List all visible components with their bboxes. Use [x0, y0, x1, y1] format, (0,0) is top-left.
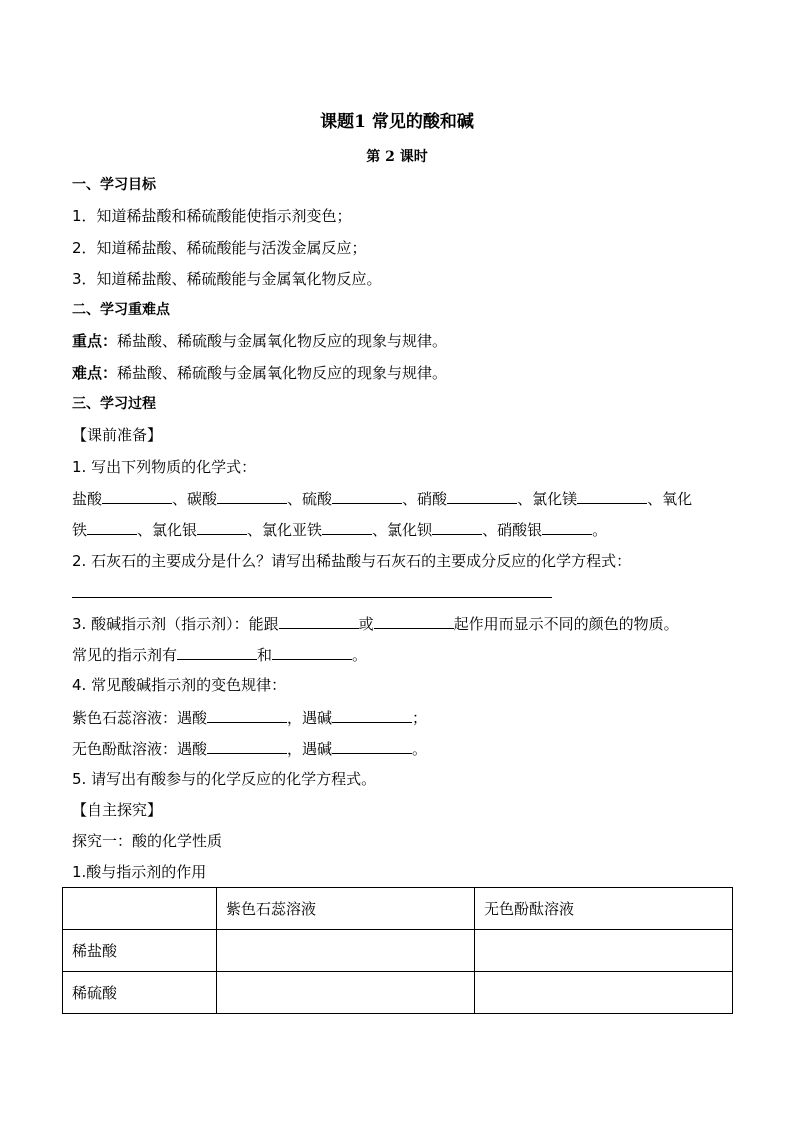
answer-blank[interactable] — [197, 519, 247, 535]
table-header-row — [63, 888, 733, 930]
answer-blank[interactable] — [272, 644, 352, 660]
formula-label: 、氯化亚铁 — [247, 521, 323, 539]
difficult-point-label: 难点： — [72, 364, 118, 382]
table-answer-cell[interactable] — [475, 930, 733, 972]
goal-item: 2．知道稀盐酸、稀硫酸能与活泼金属反应； — [72, 239, 367, 257]
answer-blank[interactable] — [207, 707, 287, 723]
page-title: 课题1 常见的酸和碱 — [320, 112, 474, 132]
answer-blank[interactable] — [332, 488, 402, 504]
table-header-cell — [63, 888, 217, 930]
answer-blank[interactable] — [177, 644, 257, 660]
answer-blank[interactable] — [374, 613, 454, 629]
question-3-text: 或 — [358, 615, 374, 633]
key-point-label: 重点： — [72, 332, 118, 350]
formula-label: 、硝酸银 — [482, 521, 543, 539]
question-3-text: 3. 酸碱指示剂（指示剂）：能跟 — [72, 615, 279, 633]
table-answer-cell[interactable] — [217, 930, 475, 972]
goal-item: 3．知道稀盐酸、稀硫酸能与金属氧化物反应。 — [72, 270, 382, 288]
rule-text: ，遇碱 — [287, 709, 333, 727]
explore-heading: 【自主探究】 — [72, 801, 163, 819]
key-point-text: 稀盐酸、稀硫酸与金属氧化物反应的现象与规律。 — [117, 332, 448, 350]
litmus-rule — [72, 707, 427, 728]
question-3-text: 和 — [257, 646, 273, 664]
indicator-table — [62, 887, 733, 1014]
question-3-text: 。 — [352, 646, 368, 664]
formula-fill-line-2 — [72, 519, 607, 540]
key-point — [72, 331, 447, 351]
formula-fill-line-1 — [72, 488, 692, 509]
goal-item: 1．知道稀盐酸和稀硫酸能使指示剂变色； — [72, 207, 352, 225]
table-row — [63, 972, 733, 1014]
difficult-point — [72, 363, 447, 383]
answer-blank[interactable] — [447, 488, 517, 504]
rule-text: ，遇碱 — [287, 740, 333, 758]
question-2: 2. 石灰石的主要成分是什么？请写出稀盐酸与石灰石的主要成分反应的化学方程式： — [72, 552, 632, 570]
question-5: 5. 请写出有酸参与的化学反应的化学方程式。 — [72, 770, 377, 788]
question-1: 1. 写出下列物质的化学式： — [72, 458, 257, 476]
formula-label: 、碳酸 — [172, 490, 218, 508]
answer-blank[interactable] — [577, 488, 647, 504]
question-4: 4. 常见酸碱指示剂的变色规律： — [72, 676, 287, 694]
phenolphthalein-rule — [72, 738, 427, 759]
answer-blank[interactable] — [332, 707, 412, 723]
answer-line[interactable] — [72, 597, 552, 598]
answer-blank[interactable] — [87, 519, 137, 535]
formula-label: 、氧化 — [647, 490, 693, 508]
table-row-label: 稀硫酸 — [63, 972, 217, 1014]
section-heading-key-points: 二、学习重难点 — [72, 302, 170, 318]
answer-blank[interactable] — [207, 738, 287, 754]
table-row — [63, 930, 733, 972]
table-answer-cell[interactable] — [475, 972, 733, 1014]
table-header-cell: 紫色石蕊溶液 — [217, 888, 475, 930]
page-subtitle: 第 2 课时 — [366, 149, 428, 165]
formula-label: 盐酸 — [72, 490, 103, 508]
question-3 — [72, 613, 679, 634]
question-3-text: 常见的指示剂有 — [72, 646, 178, 664]
rule-text: 紫色石蕊溶液：遇酸 — [72, 709, 208, 727]
question-3-cont — [72, 644, 367, 665]
answer-blank[interactable] — [432, 519, 482, 535]
answer-blank[interactable] — [332, 738, 412, 754]
rule-text: ； — [412, 709, 428, 727]
explore-1-title: 探究一：酸的化学性质 — [72, 832, 223, 850]
answer-blank[interactable] — [217, 488, 287, 504]
formula-label: 。 — [592, 521, 608, 539]
table-header-cell: 无色酚酞溶液 — [475, 888, 733, 930]
formula-label: 、硫酸 — [287, 490, 333, 508]
table-answer-cell[interactable] — [217, 972, 475, 1014]
rule-text: 无色酚酞溶液：遇酸 — [72, 740, 208, 758]
section-heading-goals: 一、学习目标 — [72, 177, 156, 193]
formula-label: 、硝酸 — [402, 490, 448, 508]
formula-label: 、氯化镁 — [517, 490, 578, 508]
answer-blank[interactable] — [322, 519, 372, 535]
prep-heading: 【课前准备】 — [72, 426, 163, 444]
table-row-label: 稀盐酸 — [63, 930, 217, 972]
difficult-point-text: 稀盐酸、稀硫酸与金属氧化物反应的现象与规律。 — [117, 364, 448, 382]
question-3-text: 起作用而显示不同的颜色的物质。 — [453, 615, 679, 633]
answer-blank[interactable] — [102, 488, 172, 504]
formula-label: 铁 — [72, 521, 88, 539]
answer-blank[interactable] — [542, 519, 592, 535]
explore-1-subtitle: 1.酸与指示剂的作用 — [72, 863, 207, 881]
answer-blank[interactable] — [279, 613, 359, 629]
rule-text: 。 — [412, 740, 428, 758]
section-heading-process: 三、学习过程 — [72, 396, 156, 412]
formula-label: 、氯化钡 — [372, 521, 433, 539]
formula-label: 、氯化银 — [137, 521, 198, 539]
